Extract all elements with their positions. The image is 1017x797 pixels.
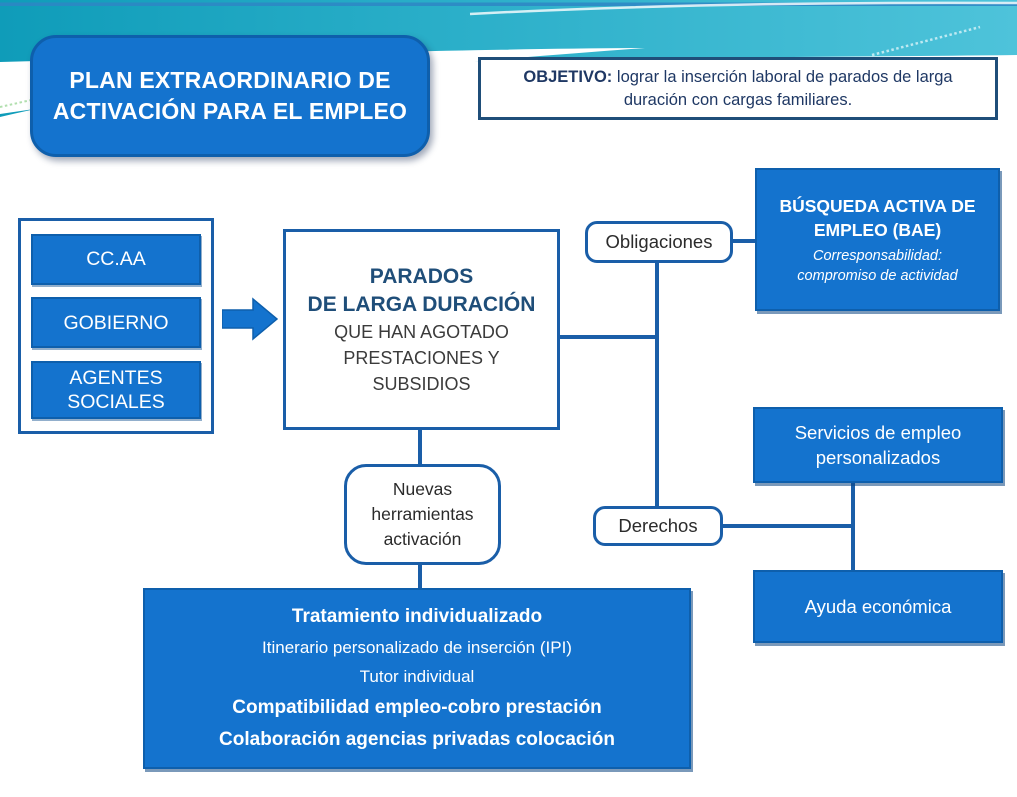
connector-nuevas-to-treatment bbox=[418, 564, 422, 589]
rights-label-box: Derechos bbox=[593, 506, 723, 546]
connector-parados-to-junction bbox=[560, 335, 657, 339]
bae-box bbox=[755, 168, 1000, 311]
connector-parados-to-nuevas bbox=[418, 429, 422, 465]
actors-container bbox=[18, 218, 214, 434]
target-group-title-line1: PARADOS bbox=[369, 264, 474, 288]
objective-label: OBJETIVO: bbox=[523, 67, 613, 86]
treatment-item-tutor: Tutor individual bbox=[359, 667, 475, 687]
new-tools-line2: herramientas bbox=[371, 504, 474, 524]
target-group-box bbox=[283, 229, 560, 430]
connector-obligaciones-to-derechos bbox=[655, 262, 659, 508]
plan-title-line2: ACTIVACIÓN PARA EL EMPLEO bbox=[52, 98, 408, 124]
objective-text bbox=[481, 66, 995, 112]
bae-subtitle-line2: compromiso de actividad bbox=[797, 267, 958, 284]
bae-subtitle-line1: Corresponsabilidad: bbox=[813, 247, 942, 264]
services-box bbox=[753, 407, 1003, 483]
objective-box bbox=[478, 57, 998, 120]
new-tools-line3: activación bbox=[383, 529, 462, 549]
services-text: Servicios de empleo personalizados bbox=[794, 422, 962, 468]
treatment-item-compatibilidad: Compatibilidad empleo-cobro prestación bbox=[232, 697, 602, 719]
connector-derechos-to-right bbox=[721, 524, 853, 528]
treatment-item-colaboracion: Colaboración agencias privadas colocación bbox=[219, 729, 615, 751]
actor-gobierno: GOBIERNO bbox=[31, 297, 201, 348]
plan-title-box bbox=[30, 35, 430, 157]
objective-body: lograr la inserción laboral de parados de larga duración con cargas familiares. bbox=[612, 67, 953, 109]
connector-servicios-to-ayuda bbox=[851, 482, 855, 572]
new-tools-line1: Nuevas bbox=[392, 479, 453, 499]
treatment-title: Tratamiento individualizado bbox=[291, 605, 543, 627]
target-group-sub-line1: QUE HAN AGOTADO bbox=[334, 321, 509, 342]
treatment-box bbox=[143, 588, 691, 769]
economic-aid-text: Ayuda económica bbox=[804, 596, 952, 617]
economic-aid-box bbox=[753, 570, 1003, 643]
treatment-item-ipi: Itinerario personalizado de inserción (IPI) bbox=[262, 637, 572, 657]
new-tools-box bbox=[344, 464, 501, 565]
connector-obligaciones-to-bae bbox=[731, 239, 757, 243]
target-group-title-line2: DE LARGA DURACIÓN bbox=[307, 292, 536, 316]
flow-arrow-icon bbox=[222, 297, 278, 341]
obligations-label-box: Obligaciones bbox=[585, 221, 733, 263]
target-group-sub-line2: PRESTACIONES Y bbox=[343, 347, 500, 368]
actor-ccaa: CC.AA bbox=[31, 234, 201, 285]
actor-agentes-sociales: AGENTES SOCIALES bbox=[31, 361, 201, 419]
target-group-sub-line3: SUBSIDIOS bbox=[372, 373, 471, 394]
plan-title-line1: PLAN EXTRAORDINARIO DE bbox=[69, 67, 391, 93]
bae-title: BÚSQUEDA ACTIVA DE EMPLEO (BAE) bbox=[779, 195, 976, 240]
